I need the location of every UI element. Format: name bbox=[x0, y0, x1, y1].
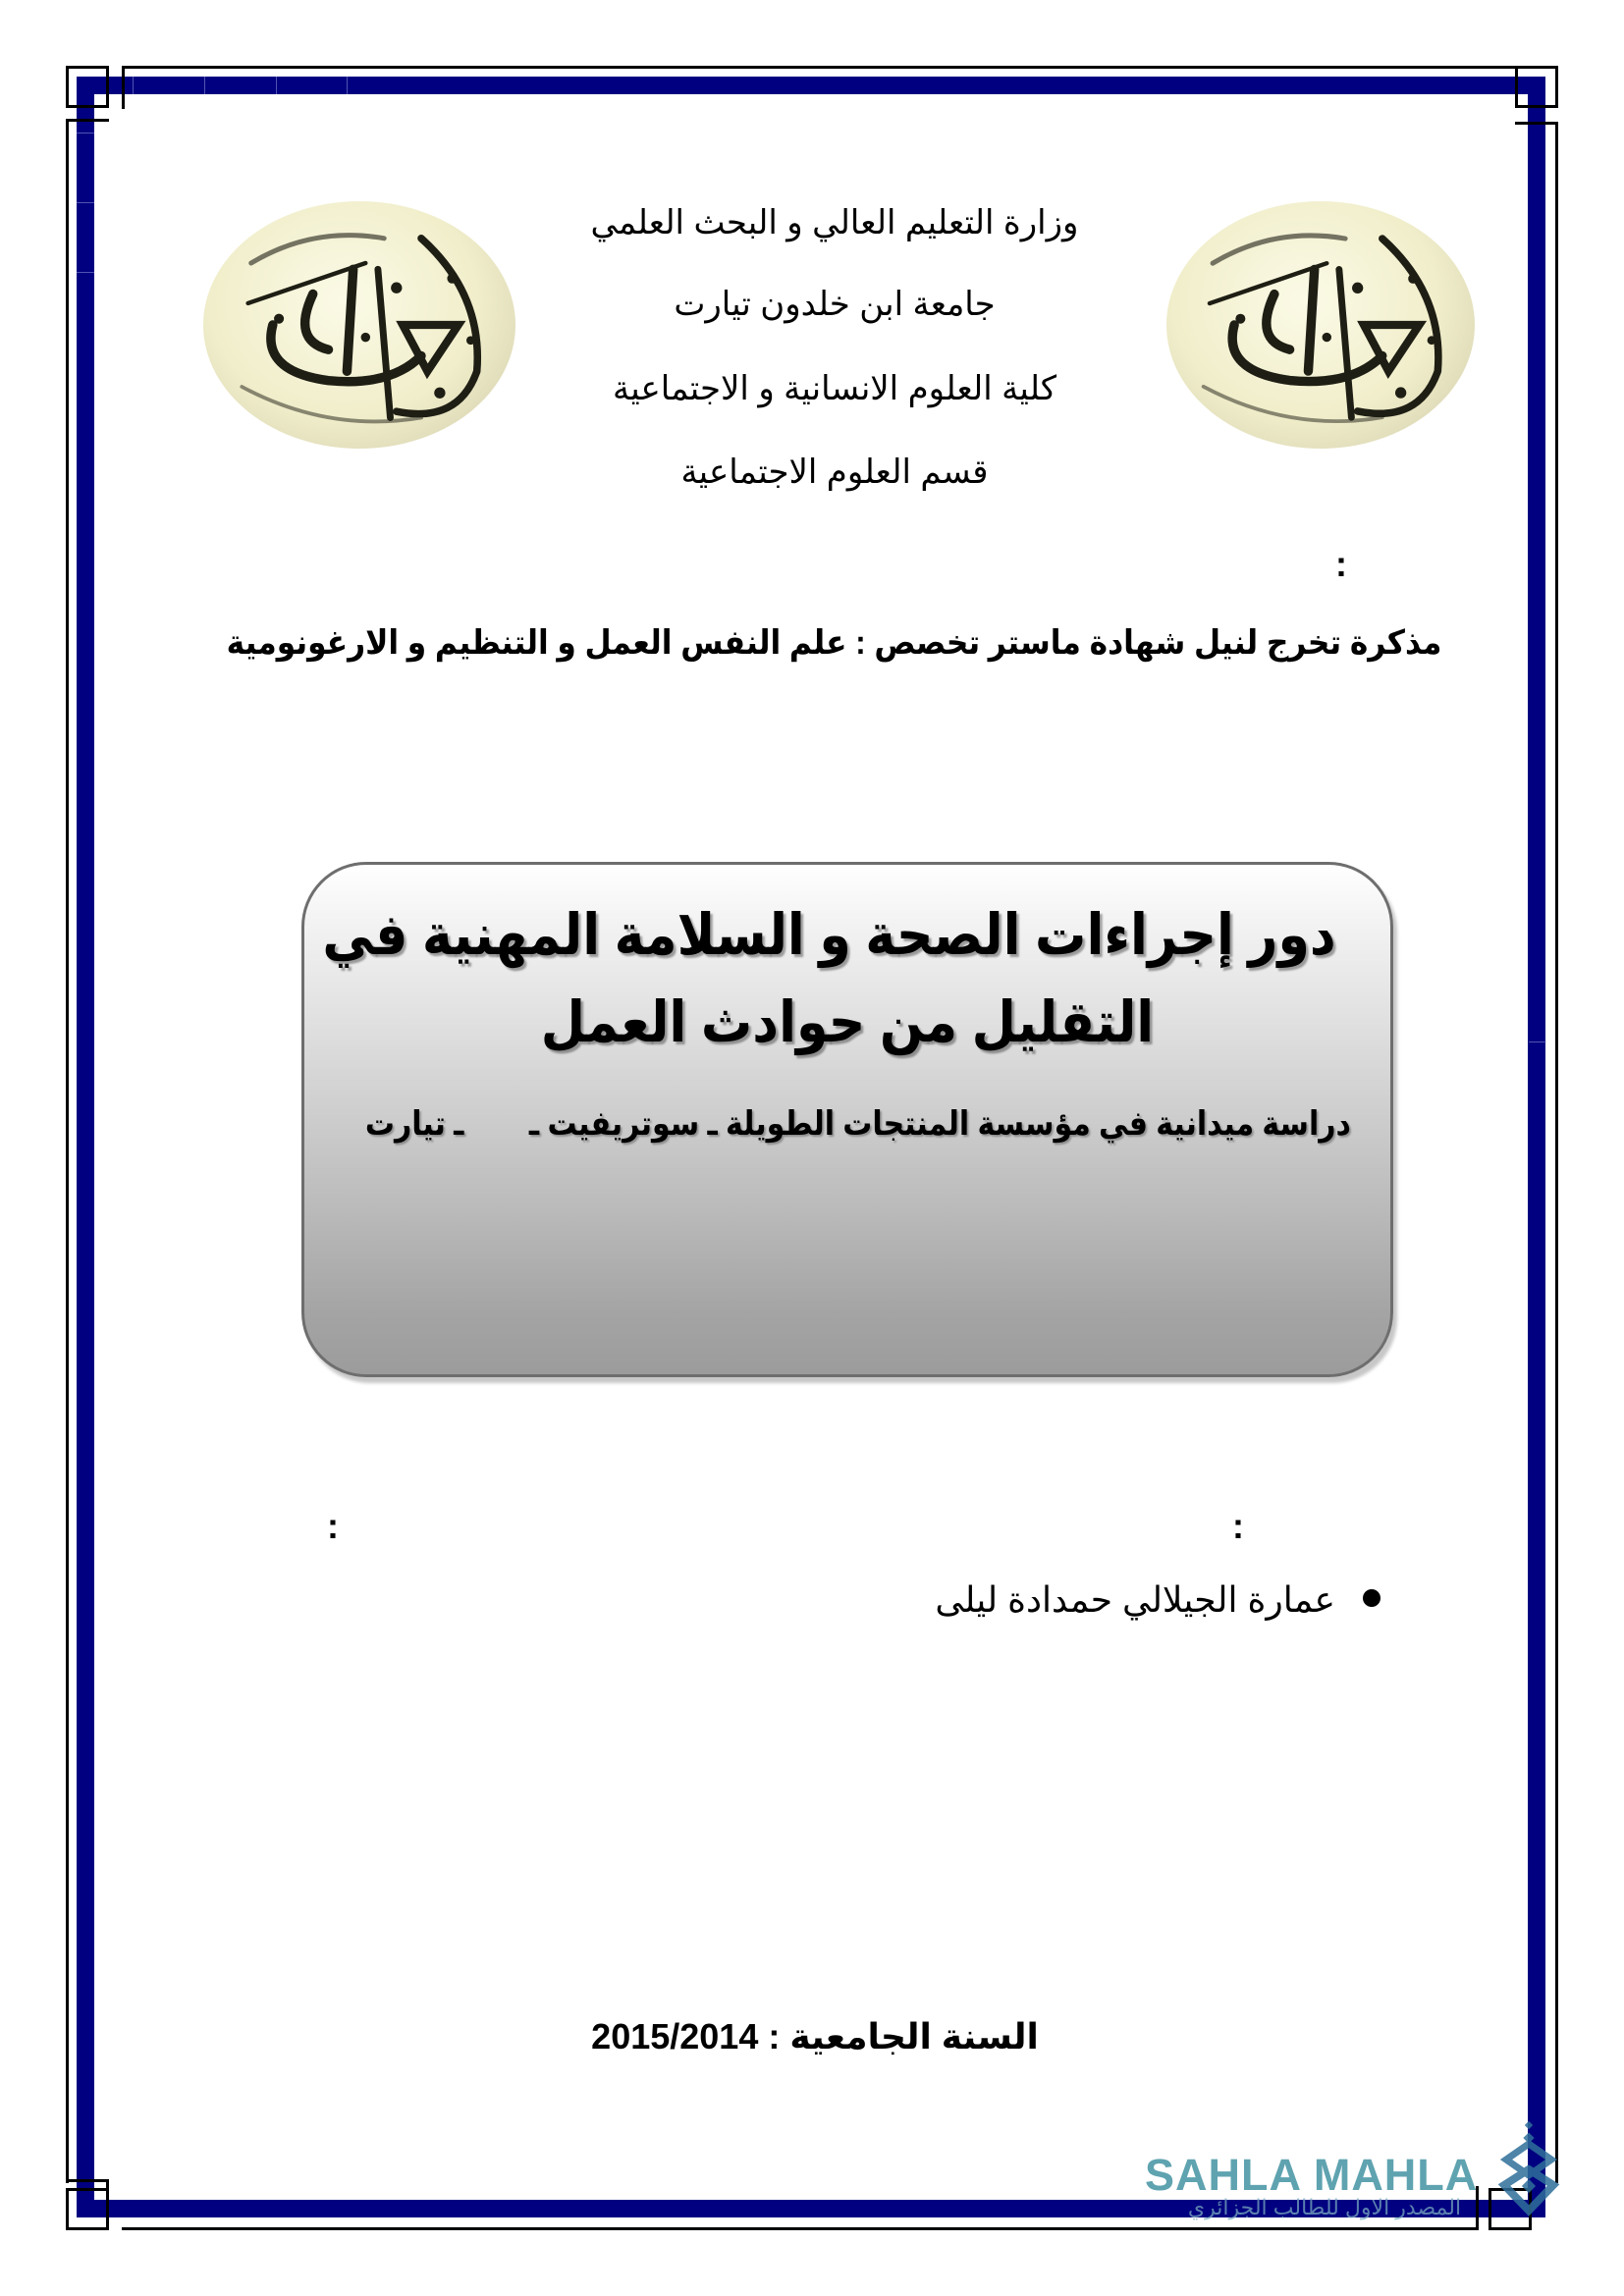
border-line-left bbox=[66, 119, 69, 2183]
border-seam bbox=[133, 77, 134, 94]
border-line-top-hook bbox=[122, 66, 125, 109]
faculty-name: كلية العلوم الانسانية و الاجتماعية bbox=[612, 370, 1057, 407]
border-line-bottom bbox=[122, 2227, 1477, 2230]
colon-label: : bbox=[1335, 544, 1347, 584]
border-seam bbox=[347, 77, 348, 94]
thesis-title-line-1: دور إجراءات الصحة و السلامة المهنية في bbox=[322, 903, 1336, 967]
border-line-right-hook bbox=[1515, 122, 1558, 125]
thesis-subtitle: دراسة ميدانية في مؤسسة المنتجات الطويلة ـ سوتريفيت ـ ـ تيارت bbox=[365, 1105, 1351, 1143]
watermark-title: SAHLA MAHLA bbox=[1145, 2150, 1479, 2200]
border-seam bbox=[204, 77, 205, 94]
ministry-name: وزارة التعليم العالي و البحث العلمي bbox=[590, 204, 1079, 241]
watermark-subtitle: المصدر الاول للطالب الجزائري bbox=[1187, 2195, 1462, 2219]
border-seam bbox=[77, 272, 94, 273]
bullet-icon bbox=[1363, 1589, 1380, 1607]
border-line-left-hook bbox=[66, 119, 109, 122]
thesis-title-box bbox=[301, 862, 1393, 1377]
border-seam bbox=[276, 77, 277, 94]
university-seal-icon bbox=[1166, 201, 1475, 449]
border-line-right bbox=[1555, 122, 1558, 2183]
border-seam bbox=[1529, 1041, 1546, 1042]
degree-statement: مذكرة تخرج لنيل شهادة ماستر تخصص : علم النفس العمل و التنظيم و الارغونومية bbox=[226, 624, 1441, 662]
university-seal-icon bbox=[203, 201, 515, 449]
supervisor-label-colon: : bbox=[327, 1506, 339, 1546]
department-name: قسم العلوم الاجتماعية bbox=[680, 454, 989, 491]
border-seam bbox=[77, 202, 94, 203]
corner-ornament-bottom-left bbox=[66, 2188, 109, 2230]
border-line-bottom-left-hook bbox=[106, 2179, 109, 2191]
corner-ornament-top-right bbox=[1515, 66, 1558, 108]
corner-ornament-top-left bbox=[66, 66, 109, 108]
university-seal-left bbox=[203, 201, 515, 449]
border-line-bottom-left-hook bbox=[66, 2179, 109, 2182]
university-name: جامعة ابن خلدون تيارت bbox=[674, 286, 996, 323]
watermark-emblem-icon bbox=[1496, 2120, 1561, 2218]
students-label-colon: : bbox=[1232, 1506, 1244, 1546]
border-line-top bbox=[122, 66, 1526, 69]
thesis-title-line-2: التقليل من حوادث العمل bbox=[540, 990, 1155, 1054]
university-seal-right bbox=[1166, 201, 1475, 449]
academic-year: السنة الجامعية : 2015/2014 bbox=[591, 2016, 1039, 2056]
student-names: عمارة الجيلالي حمدادة ليلى bbox=[935, 1579, 1335, 1620]
